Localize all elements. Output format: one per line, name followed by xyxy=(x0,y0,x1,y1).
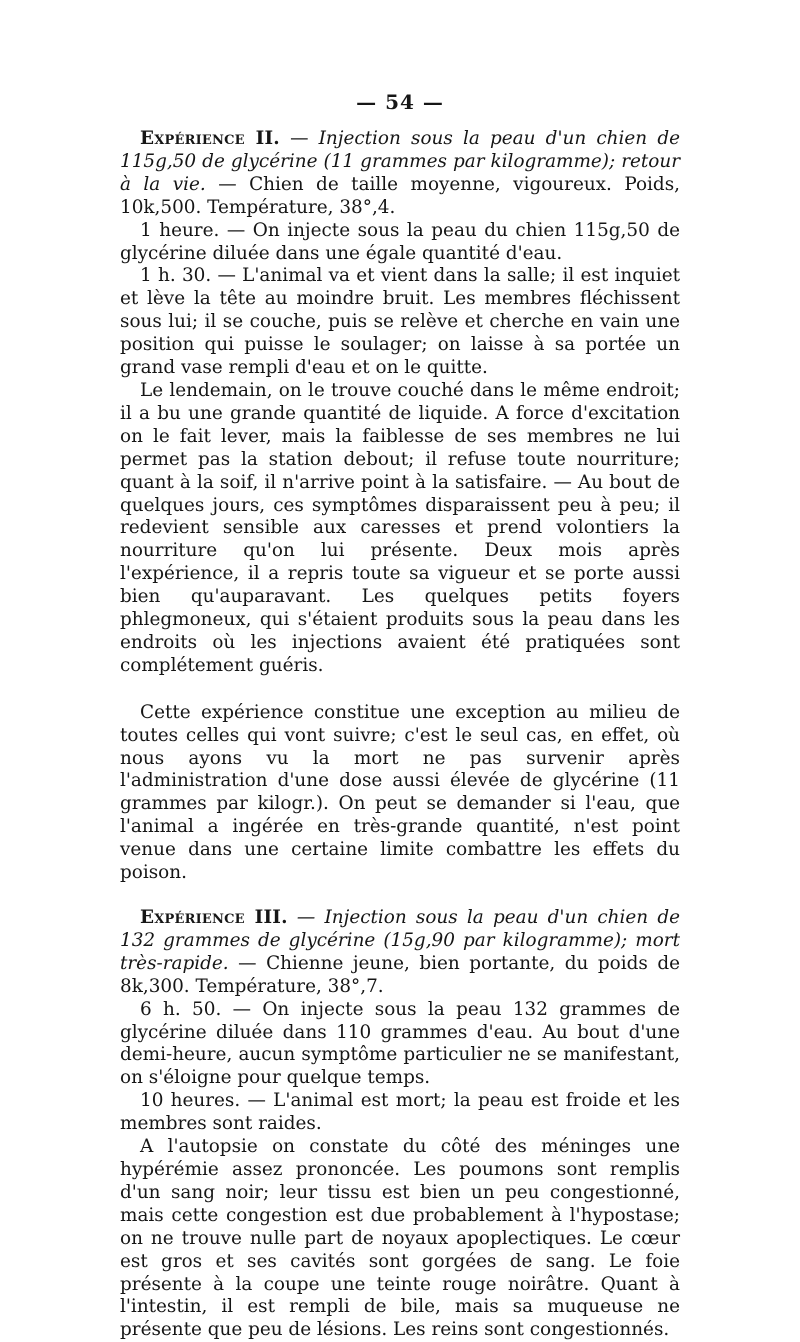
experiment-3-heading: Expérience III. xyxy=(140,907,288,928)
experiment-2-title: Injection sous la peau d'un chien de 115g,50 de glycérine (11 grammes par kilogramme); retour à la vie. xyxy=(120,128,680,195)
experiment-2-paragraph-3: Le lendemain, on le trouve couché dans le même endroit; il a bu une grande quantité de liquide. A force d'excitation on le fait lever, mais la faiblesse de ses membres ne lui permet pas la station debout; il refuse toute nourriture; quant à la soif, il n'arrive point à la satisfaire. — Au bout de quelques jours, ces symptômes disparaissent peu à peu; il redevient sensible aux caresses et prend volontiers la nourriture qu'on lui présente. Deux mois après l'expérience, il a repris toute sa vigueur et se porte aussi bien qu'auparavant. Les quelques petits foyers phlegmoneux, qui s'étaient produits sous la peau dans les endroits où les injections avaient été pratiquées sont complétement guéris. xyxy=(120,379,680,676)
experiment-3-title: — Injection sous la peau d'un chien de 132 grammes de glycérine (15g,90 par kilogramme); mort très-rapide. xyxy=(120,907,680,974)
experiment-2-paragraph-1: 1 heure. — On injecte sous la peau du chien 115g,50 de glycérine diluée dans une égale quantité d'eau. xyxy=(120,219,680,264)
experiment-3-paragraph-3: A l'autopsie on constate du côté des méninges une hypérémie assez prononcée. Les poumons sont remplis d'un sang noir; leur tissu est bien un peu congestionné, mais cette congestion est due probablement à l'hypostase; on ne trouve nulle part de noyaux apoplectiques. Le cœur est gros et ses cavités sont gorgées de sang. Le foie présente à la coupe une teinte rouge noirâtre. Quant à l'intestin, il est rempli de bile, mais sa muqueuse ne présente que peu de lésions. Les reins sont congestionnés. xyxy=(120,1136,680,1341)
experiment-3-intro: — Chienne jeune, bien portante, du poids de 8k,300. Température, 38°,7. xyxy=(120,952,680,997)
experiment-3-paragraph-2: 10 heures. — L'animal est mort; la peau est froide et les membres sont raides. xyxy=(120,1090,680,1135)
commentary-paragraph: Cette expérience constitue une exception au milieu de toutes celles qui vont suivre; c'est le seul cas, en effet, où nous ayons vu la mort ne pas survenir après l'administration d'une dose aussi élevée de glycérine (11 grammes par kilogr.). On peut se demander si l'eau, que l'animal a ingérée en très-grande quantité, n'est point venue dans une certaine limite combattre les effets du poison. xyxy=(120,701,680,884)
experiment-2-heading: Expérience II. xyxy=(140,128,280,149)
experiment-2-heading-paragraph: Expérience II. — Injection sous la peau d'un chien de 115g,50 de glycérine (11 grammes par kilogramme); retour à la vie. — Chien de taille moyenne, vigoureux. Poids, 10k,500. Température, 38°,4. xyxy=(120,128,680,218)
page-number: — 54 — xyxy=(356,90,444,114)
experiment-2-intro: — Chien de taille moyenne, vigoureux. Poids, 10k,500. Température, 38°,4. xyxy=(120,173,680,218)
experiment-3-paragraph-1: 6 h. 50. — On injecte sous la peau 132 grammes de glycérine diluée dans 110 grammes d'eau. Au bout d'une demi-heure, aucun symptôme particulier ne se manifestant, on s'éloigne pour quelque temps. xyxy=(120,998,680,1089)
experiment-3-heading-paragraph xyxy=(120,907,680,999)
experiment-2-paragraph-2: 1 h. 30. — L'animal va et vient dans la salle; il est inquiet et lève la tête au moindre bruit. Les membres fléchissent sous lui; il se couche, puis se relève et cherche en vain une position qui puisse le soulager; on laisse à sa portée un grand vase rempli d'eau et on le quitte. xyxy=(120,265,680,379)
book-page xyxy=(120,90,680,1342)
